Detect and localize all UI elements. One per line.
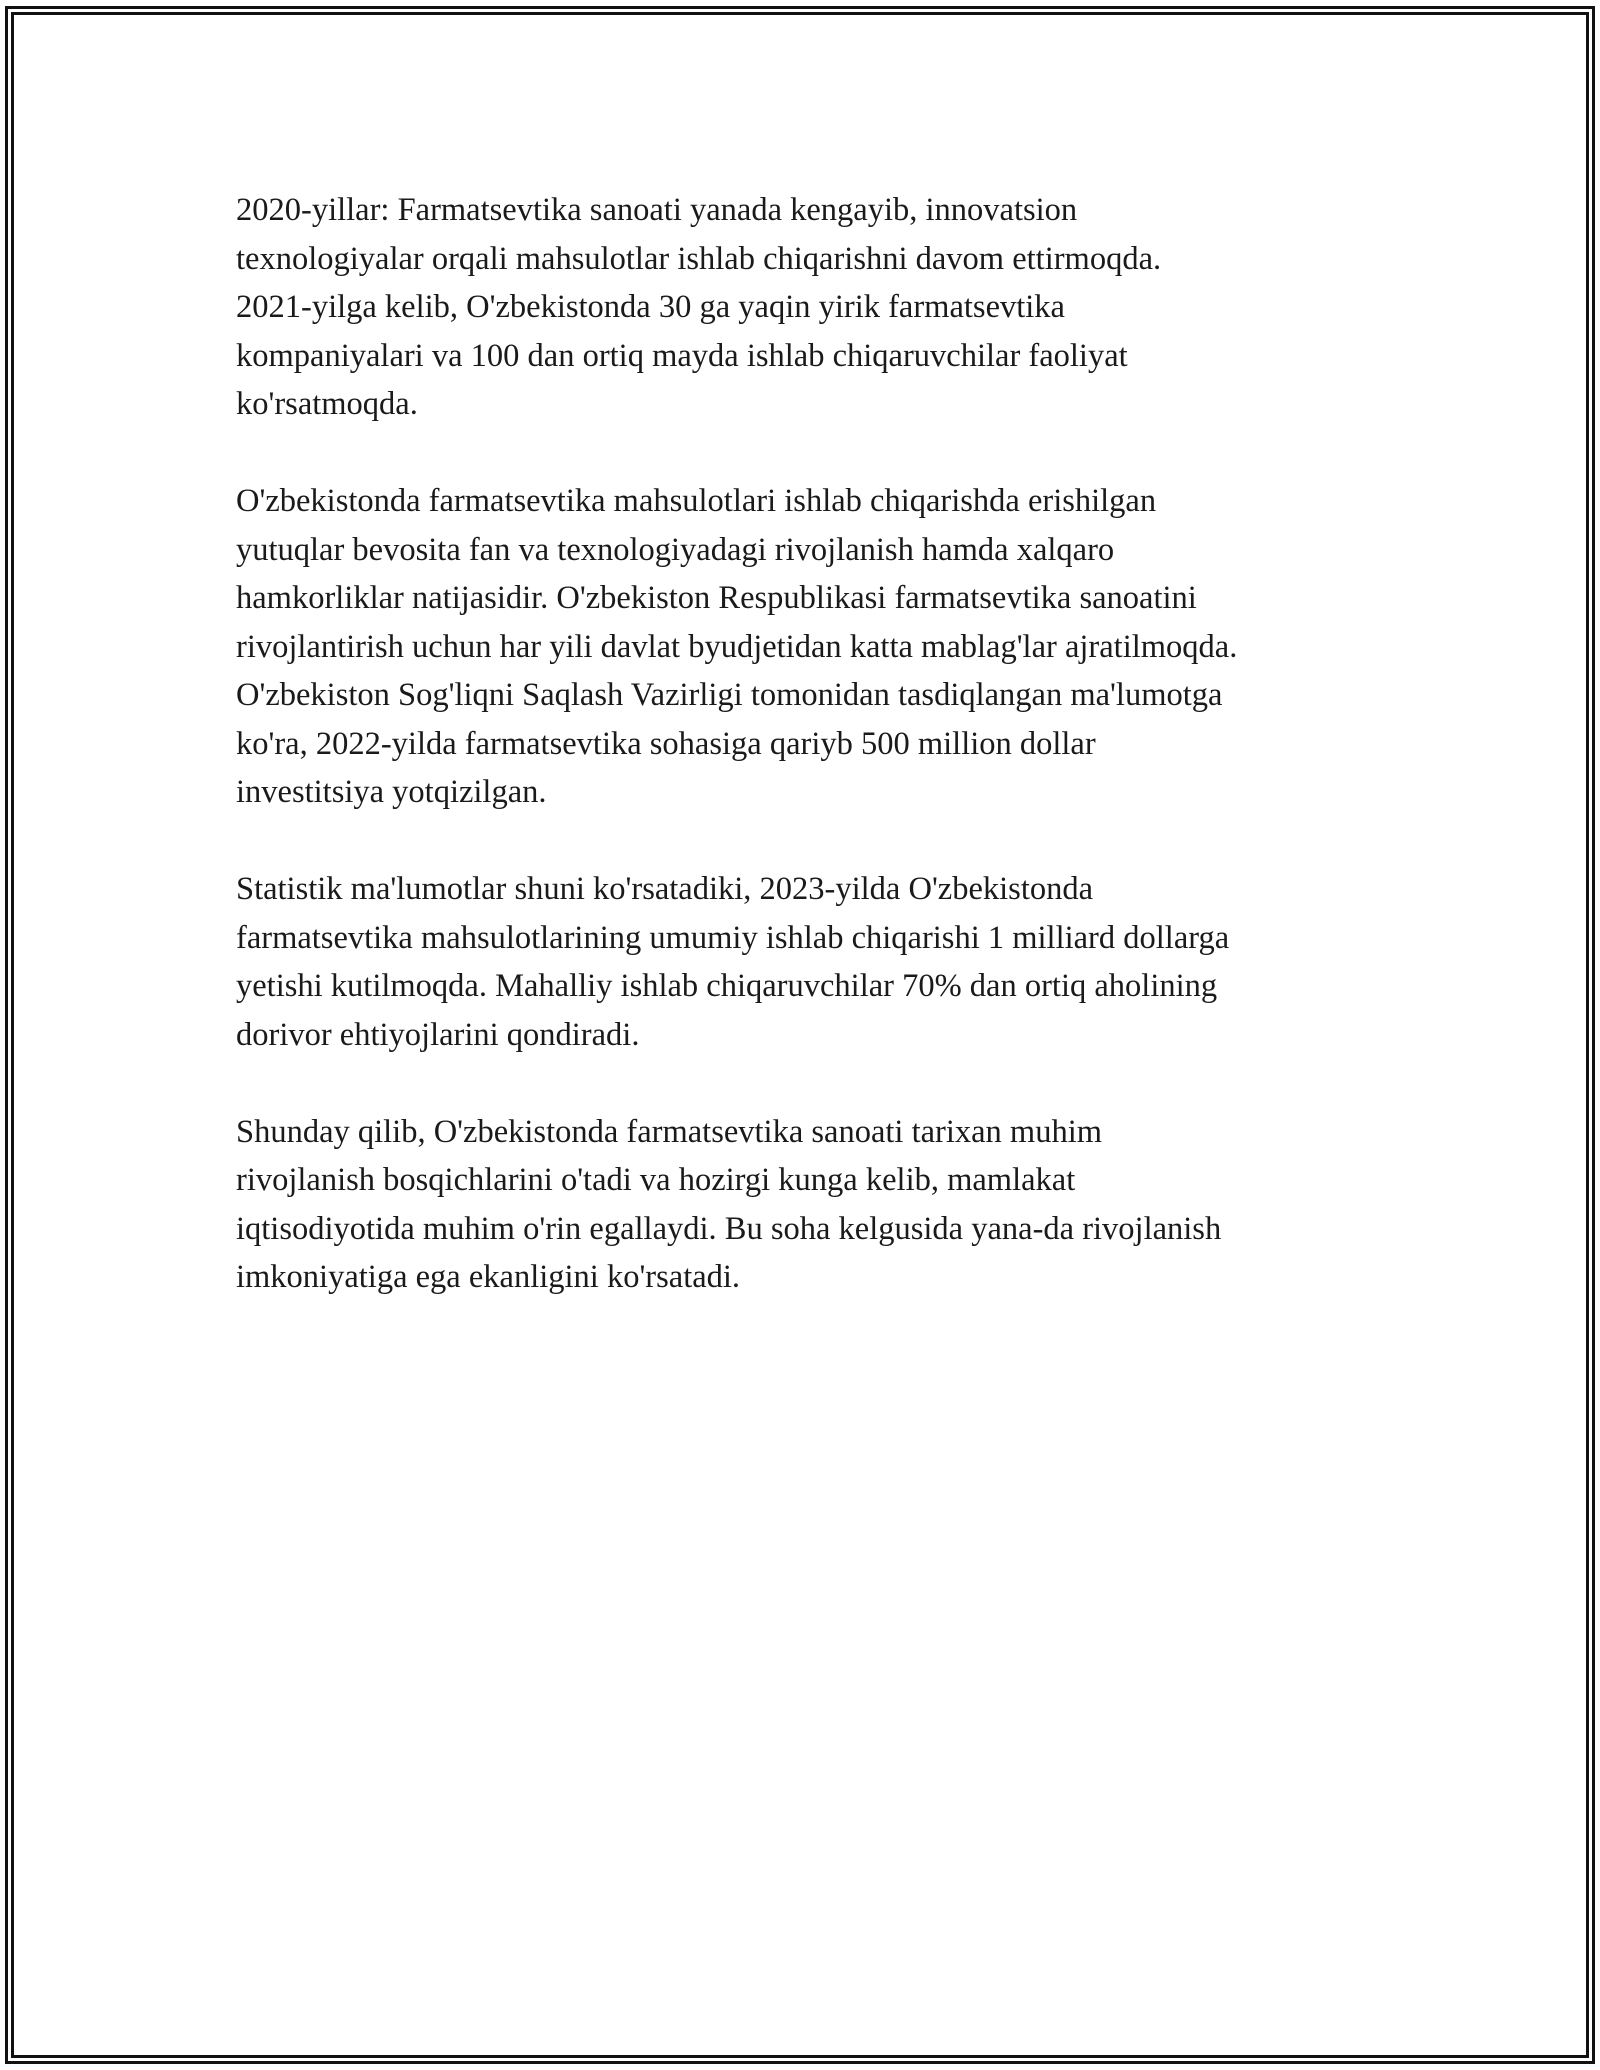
text-line: yetishi kutilmoqda. Mahalliy ishlab chiqaruvchilar 70% dan ortiq aholining — [236, 968, 1218, 1004]
text-line: dorivor ehtiyojlarini qondiradi. — [236, 1016, 640, 1053]
text-line: Shunday qilib, O'zbekistonda farmatsevtika sanoati tarixan muhim — [236, 1113, 1103, 1150]
paragraph — [236, 865, 1386, 1059]
text-line: ko'ra, 2022-yilda farmatsevtika sohasiga qariyb 500 million dollar — [236, 725, 1096, 762]
document-body — [236, 186, 1386, 1350]
text-line: O'zbekiston Sog'liqni Saqlash Vazirligi tomonidan tasdiqlangan ma'lumotga — [236, 677, 1223, 713]
text-line: 2020-yillar: Farmatsevtika sanoati yanada kengayib, innovatsion — [236, 192, 1078, 228]
text-line: imkoniyatiga ega ekanligini ko'rsatadi. — [236, 1259, 741, 1295]
text-line: iqtisodiyotida muhim o'rin egallaydi. Bu soha kelgusida yana-da rivojlanish — [236, 1210, 1222, 1247]
text-line: rivojlanish bosqichlarini o'tadi va hozirgi kunga kelib, mamlakat — [236, 1162, 1076, 1198]
text-line: 2021-yilga kelib, O'zbekistonda 30 ga yaqin yirik farmatsevtika — [236, 289, 1065, 325]
text-line: farmatsevtika mahsulotlarining umumiy ishlab chiqarishi 1 milliard dollarga — [236, 919, 1230, 956]
text-line: kompaniyalari va 100 dan ortiq mayda ishlab chiqaruvchilar faoliyat — [236, 337, 1128, 374]
paragraph — [236, 1108, 1386, 1302]
text-line: O'zbekistonda farmatsevtika mahsulotlari ishlab chiqarishda erishilgan — [236, 483, 1157, 519]
paragraph — [236, 186, 1386, 429]
text-line: texnologiyalar orqali mahsulotlar ishlab chiqarishni davom ettirmoqda. — [236, 240, 1162, 277]
text-line: investitsiya yotqizilgan. — [236, 774, 547, 810]
text-line: Statistik ma'lumotlar shuni ko'rsatadiki, 2023-yilda O'zbekistonda — [236, 871, 1094, 907]
text-line: rivojlantirish uchun har yili davlat byudjetidan katta mablag'lar ajratilmoqda. — [236, 628, 1238, 665]
paragraph — [236, 477, 1386, 817]
text-line: hamkorliklar natijasidir. O'zbekiston Respublikasi farmatsevtika sanoatini — [236, 580, 1197, 616]
text-line: yutuqlar bevosita fan va texnologiyadagi rivojlanish hamda xalqaro — [236, 531, 1115, 568]
text-line: ko'rsatmoqda. — [236, 386, 418, 422]
